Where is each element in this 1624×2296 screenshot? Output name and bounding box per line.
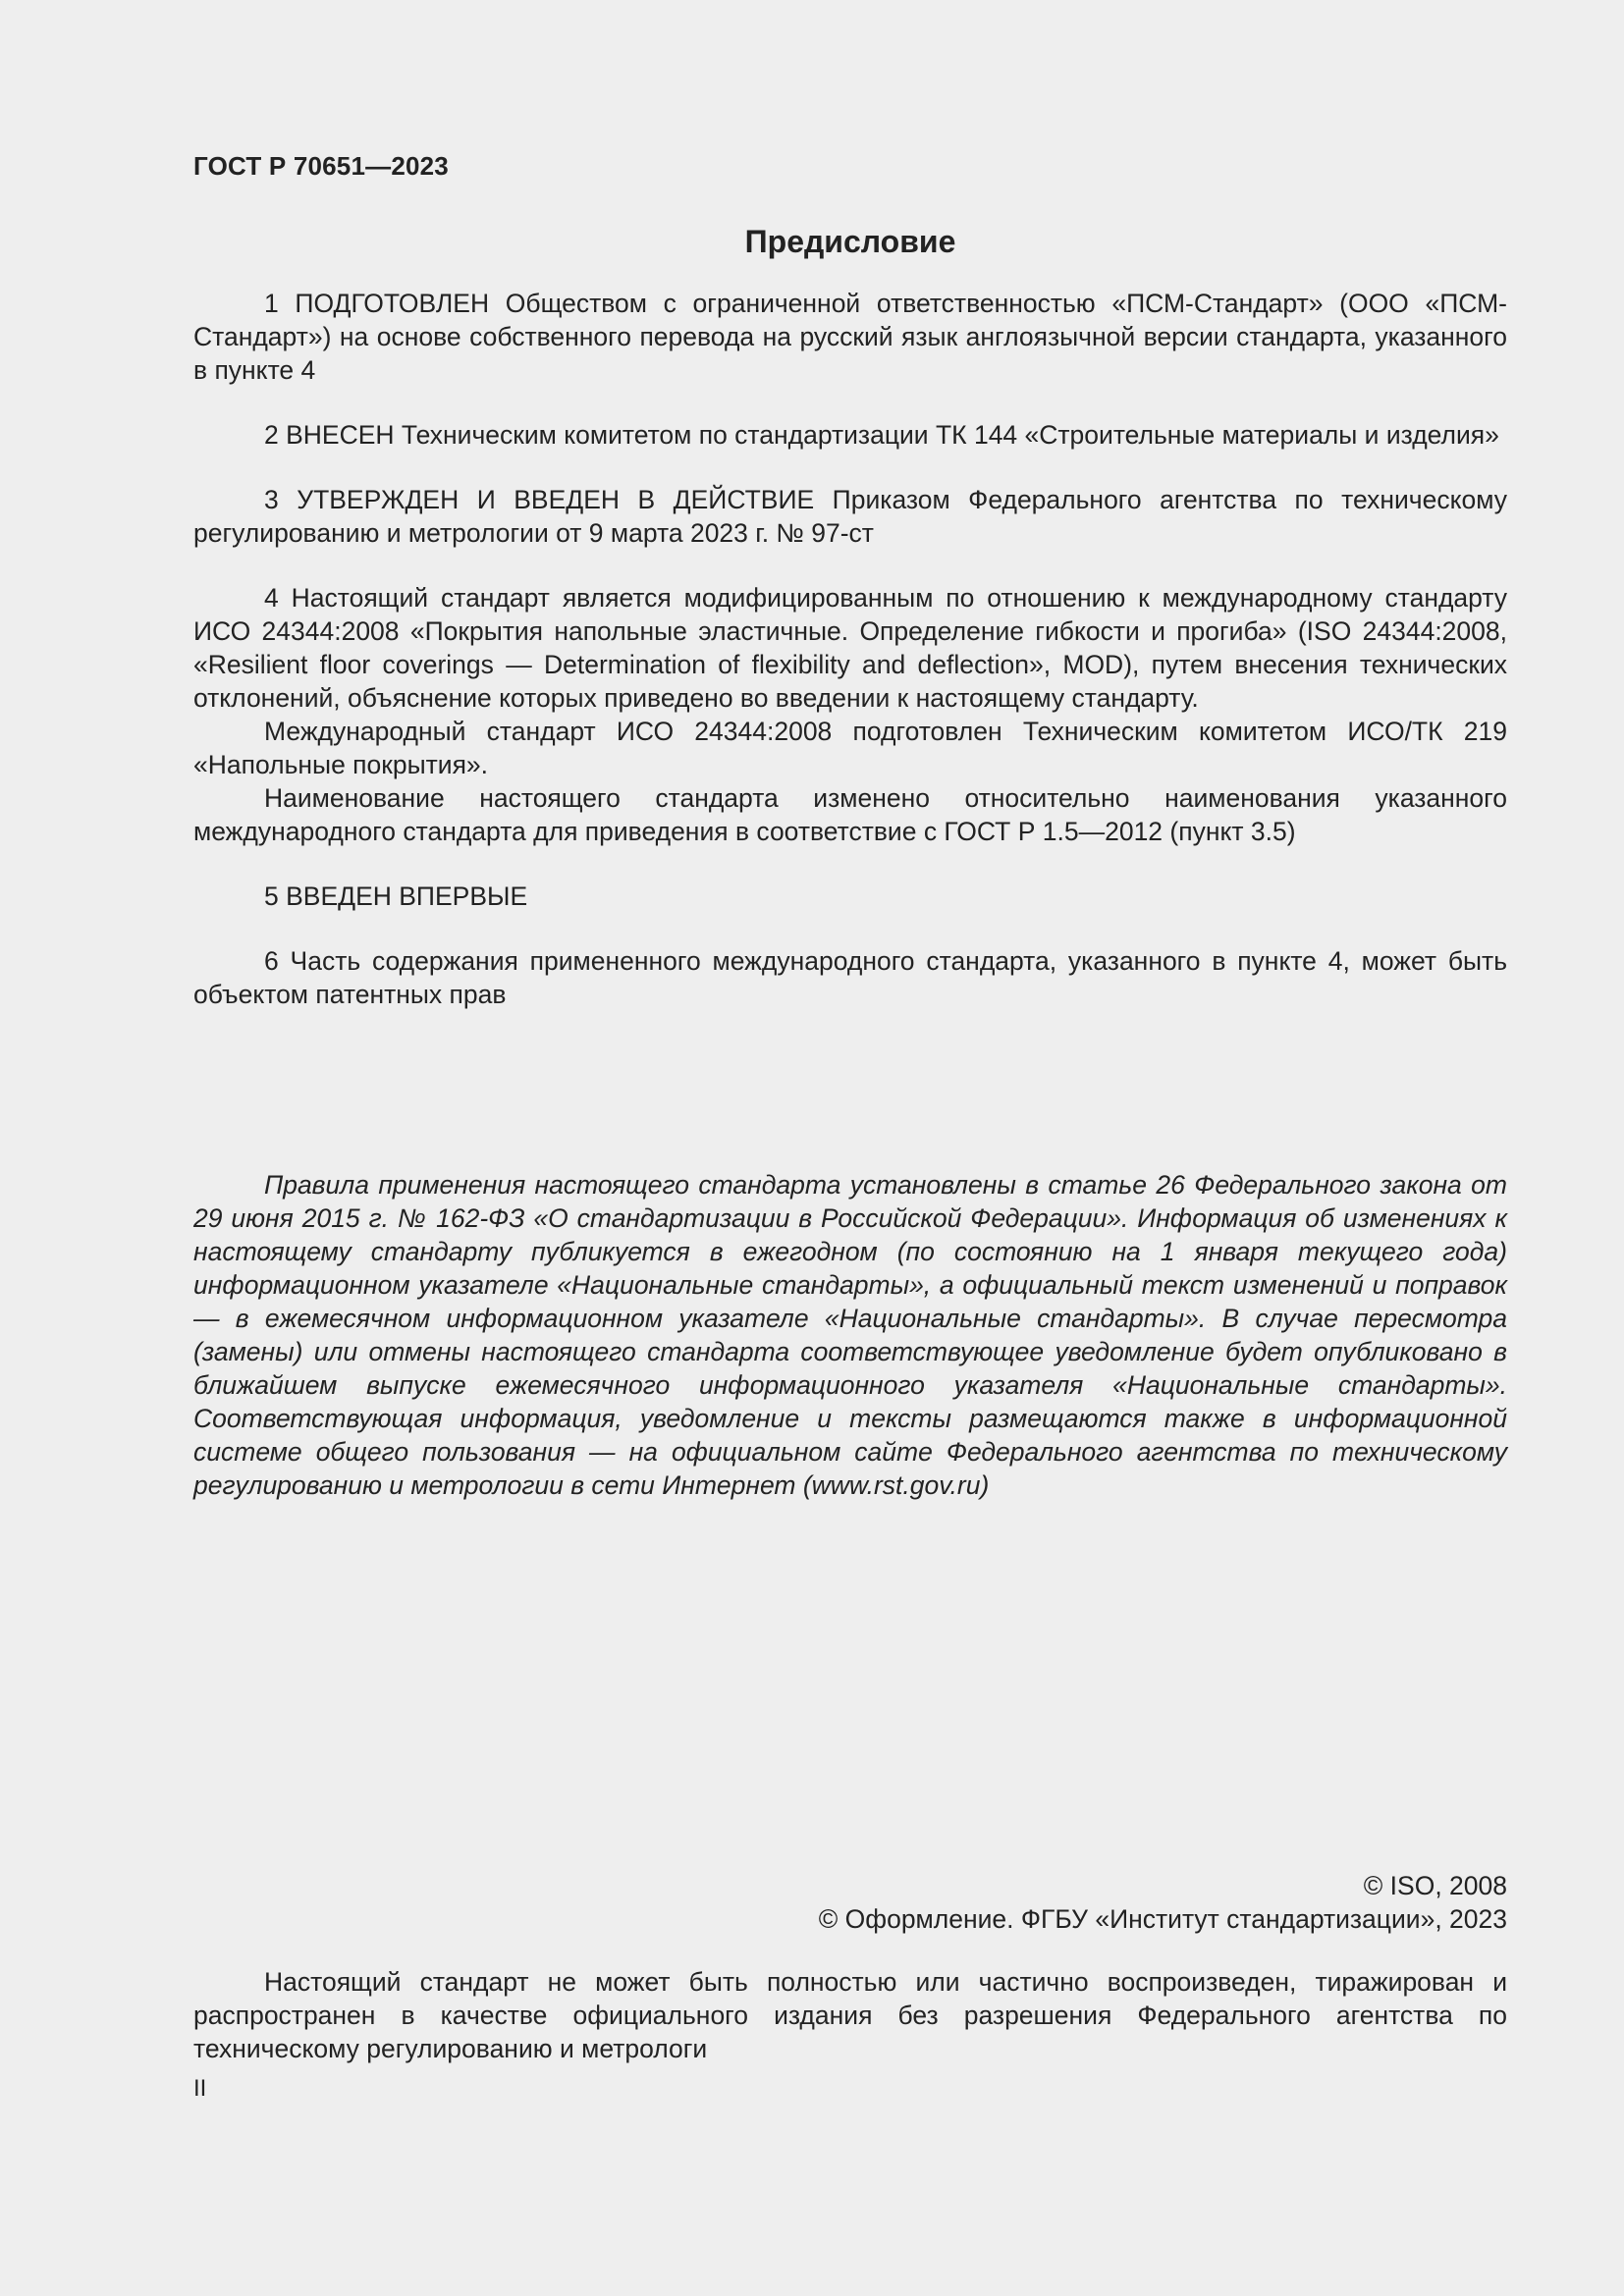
foreword-item-3: 3 УТВЕРЖДЕН И ВВЕДЕН В ДЕЙСТВИЕ Приказом Федерального агентства по техническому регулированию и метрологии от 9 марта 2023 г. № 97-ст: [193, 485, 1507, 548]
document-code: ГОСТ Р 70651—2023: [193, 151, 449, 181]
foreword-body: [193, 287, 1507, 1011]
design-copyright: © Оформление. ФГБУ «Институт стандартизации», 2023: [818, 1904, 1507, 1934]
foreword-item-4-paragraph-2: Международный стандарт ИСО 24344:2008 подготовлен Техническим комитетом ИСО/ТК 219 «Напольные покрытия».: [193, 717, 1507, 779]
foreword-item-5: 5 ВВЕДЕН ВПЕРВЫЕ: [264, 881, 528, 911]
reproduction-notice-text: Настоящий стандарт не может быть полностью или частично воспроизведен, тиражирован и распространен в качестве официального издания без разрешения Федерального агентства по техническому регулированию и метрологи: [193, 1967, 1507, 2063]
page-number: II: [193, 2075, 207, 2102]
reproduction-notice: [193, 1965, 1507, 2065]
foreword-item-4-paragraph-3: Наименование настоящего стандарта изменено относительно наименования указанного международного стандарта для приведения в соответствие с ГОСТ Р 1.5—2012 (пункт 3.5): [193, 783, 1507, 846]
foreword-item-1: 1 ПОДГОТОВЛЕН Обществом с ограниченной ответственностью «ПСМ-Стандарт» (ООО «ПСМ-Стандарт») на основе собственного перевода на русский язык англоязычной версии стандарта, указанного в пункте 4: [193, 289, 1507, 385]
standard-rules-notice: [193, 1168, 1507, 1502]
notice-paragraph: Правила применения настоящего стандарта установлены в статье 26 Федерального закона от 29 июня 2015 г. № 162-ФЗ «О стандартизации в Российской Федерации». Информация об изменениях к настоящему стандарту публикуется в ежегодном (по состоянию на 1 января текущего года) информационном указателе «Национальные стандарты», а официальный текст изменений и поправок — в ежемесячном информационном указателе «Национальные стандарты». В случае пересмотра (замены) или отмены настоящего стандарта соответствующее уведомление будет опубликовано в ближайшем выпуске ежемесячного информационного указателя «Национальные стандарты». Соответствующая информация, уведомление и тексты размещаются также в информационной системе общего пользования — на официальном сайте Федерального агентства по техническому регулированию и метрологии в сети Интернет (www.rst.gov.ru): [193, 1170, 1507, 1500]
copyright-block: [193, 1869, 1507, 1936]
page-title: Предисловие: [744, 224, 956, 259]
foreword-item-6: 6 Часть содержания примененного международного стандарта, указанного в пункте 4, может быть объектом патентных прав: [193, 946, 1507, 1009]
foreword-item-4: 4 Настоящий стандарт является модифицированным по отношению к международному стандарту ИСО 24344:2008 «Покрытия напольные эластичные. Определение гибкости и прогиба» (ISO 24344:2008, «Resilient floor coverings — Determination of flexibility and deflection», MOD), путем внесения технических отклонений, объяснение которых приведено во введении к настоящему стандарту.: [193, 583, 1507, 713]
foreword-item-2: 2 ВНЕСЕН Техническим комитетом по стандартизации ТК 144 «Строительные материалы и изделия»: [264, 420, 1499, 450]
iso-copyright: © ISO, 2008: [1363, 1871, 1507, 1900]
